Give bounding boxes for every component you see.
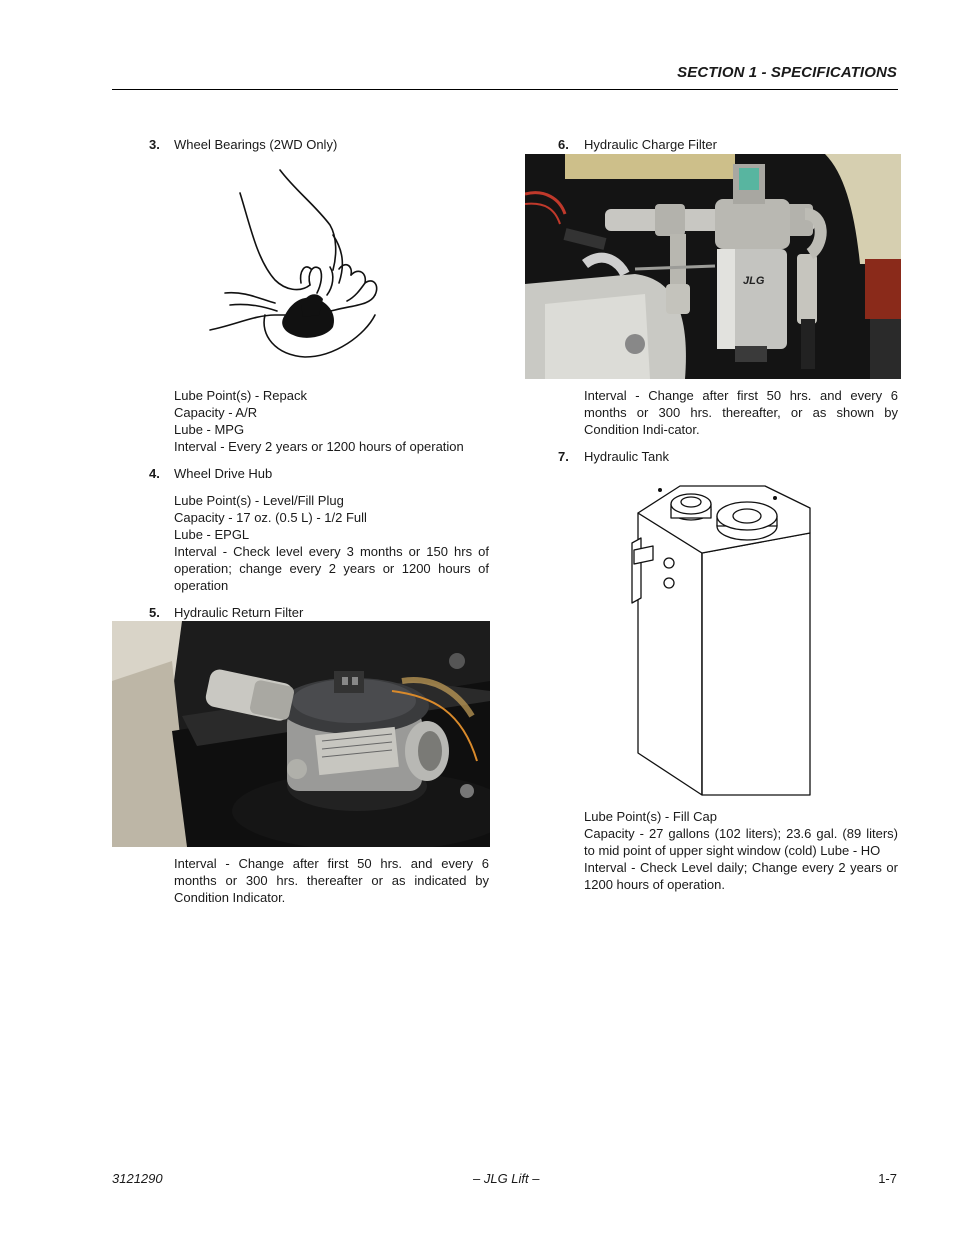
item-6-title: Hydraulic Charge Filter [584, 137, 717, 152]
hydraulic-charge-filter-photo [525, 154, 901, 379]
item-3-title: Wheel Bearings (2WD Only) [174, 137, 338, 152]
section-title: SECTION 1 - SPECIFICATIONS [677, 64, 897, 81]
item-4-lube-point: Lube Point(s) - Level/Fill Plug [174, 493, 344, 508]
item-7-capacity: Capacity - 27 gallons (102 liters); 23.6 gal. (89 liters) to mid point of upper sight window (cold) Lube - HO [584, 826, 898, 858]
item-7-heading [558, 448, 569, 465]
jlg-filter-label: JLG [743, 275, 765, 287]
item-6-details [584, 387, 898, 438]
item-4-lube: Lube - EPGL [174, 527, 250, 542]
item-4-details [174, 492, 489, 594]
item-3-capacity: Capacity - A/R [174, 405, 258, 420]
item-4-capacity: Capacity - 17 oz. (0.5 L) - 1/2 Full [174, 510, 367, 525]
item-number: 3. [149, 137, 160, 152]
item-4-title: Wheel Drive Hub [174, 466, 273, 481]
item-3-details [174, 387, 490, 455]
item-3-heading [149, 136, 160, 153]
hydraulic-tank-illustration [625, 468, 820, 803]
footer-doc-number: 3121290 [112, 1171, 163, 1186]
item-7-details [584, 808, 898, 893]
item-7-interval: Interval - Check Level daily; Change every 2 years or 1200 hours of operation. [584, 860, 898, 892]
item-6-interval: Interval - Change after first 50 hrs. and every 6 months or 300 hrs. thereafter, or as shown by Condition Indi-cator. [584, 388, 898, 437]
item-number: 5. [149, 605, 160, 620]
hydraulic-return-filter-photo [112, 621, 490, 847]
item-3-lube: Lube - MPG [174, 422, 245, 437]
item-4-heading [149, 465, 160, 482]
item-3-interval: Interval - Every 2 years or 1200 hours of operation [174, 439, 464, 454]
footer-center-title: – JLG Lift – [473, 1171, 540, 1186]
item-number: 7. [558, 449, 569, 464]
item-7-title: Hydraulic Tank [584, 449, 670, 464]
item-5-heading [149, 604, 160, 621]
hands-repack-illustration [205, 165, 385, 365]
item-5-title: Hydraulic Return Filter [174, 605, 304, 620]
footer-page-number: 1-7 [878, 1171, 897, 1186]
item-number: 4. [149, 466, 160, 481]
item-number: 6. [558, 137, 569, 152]
header-divider [112, 89, 898, 90]
item-3-lube-point: Lube Point(s) - Repack [174, 388, 307, 403]
item-7-lube-point: Lube Point(s) - Fill Cap [584, 809, 717, 824]
item-5-details [174, 855, 489, 906]
item-4-interval: Interval - Check level every 3 months or 150 hrs of operation; change every 2 years or 1200 hours of operation [174, 544, 489, 593]
item-5-interval: Interval - Change after first 50 hrs. and every 6 months or 300 hrs. thereafter or as indicated by Condition Indicator. [174, 856, 489, 905]
item-6-heading [558, 136, 569, 153]
